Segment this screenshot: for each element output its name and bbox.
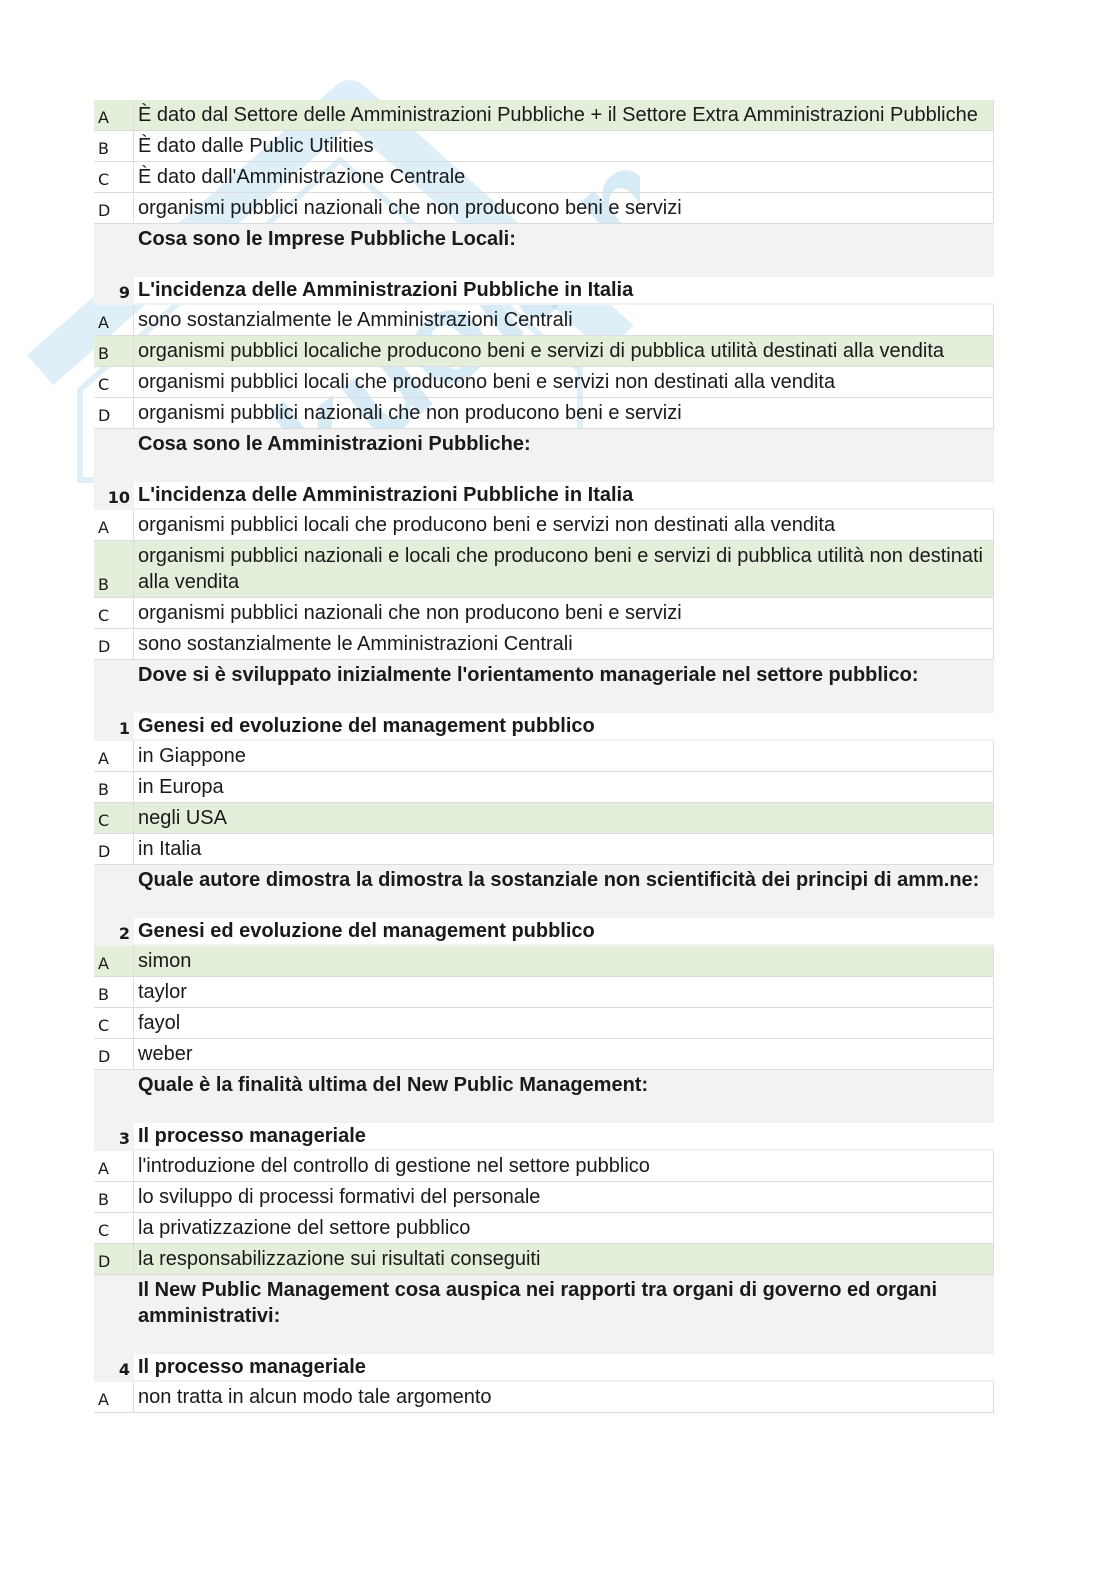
- question-body: [134, 1070, 994, 1151]
- answer-letter: C: [94, 803, 134, 833]
- answer-text: organismi pubblici localiche producono beni e servizi di pubblica utilità destinati alla vendita: [134, 336, 994, 366]
- question-body: [134, 224, 994, 305]
- question-block: [94, 224, 994, 305]
- answer-letter: A: [94, 305, 134, 335]
- answer-letter: D: [94, 1244, 134, 1274]
- answer-letter: C: [94, 162, 134, 192]
- answer-letter: C: [94, 598, 134, 628]
- question-block: [94, 1275, 994, 1382]
- answer-letter: D: [94, 398, 134, 428]
- answer-row: [94, 1151, 994, 1182]
- answer-row: [94, 398, 994, 429]
- answer-letter: B: [94, 772, 134, 802]
- answer-row: [94, 772, 994, 803]
- answer-text: la responsabilizzazione sui risultati conseguiti: [134, 1244, 994, 1274]
- answer-text: sono sostanzialmente le Amministrazioni Centrali: [134, 629, 994, 659]
- answer-row: [94, 162, 994, 193]
- question-text: Cosa sono le Amministrazioni Pubbliche:: [138, 433, 531, 455]
- answer-row: [94, 598, 994, 629]
- question-number: 4: [118, 1360, 130, 1379]
- answer-text: in Europa: [134, 772, 994, 802]
- answer-row-correct: [94, 100, 994, 131]
- answer-text: non tratta in alcun modo tale argomento: [134, 1382, 994, 1412]
- answer-row: [94, 305, 994, 336]
- question-body: [134, 429, 994, 510]
- answer-text: lo sviluppo di processi formativi del personale: [134, 1182, 994, 1212]
- answer-row: [94, 193, 994, 224]
- question-block: [94, 1070, 994, 1151]
- answer-letter: C: [94, 367, 134, 397]
- answer-row: [94, 1008, 994, 1039]
- question-number: 2: [118, 924, 130, 943]
- answer-text: organismi pubblici locali che producono beni e servizi non destinati alla vendita: [134, 510, 994, 540]
- question-number: 9: [118, 283, 130, 302]
- question-body: [134, 660, 994, 741]
- question-number: 1: [118, 719, 130, 738]
- question-text: Dove si è sviluppato inizialmente l'orientamento manageriale nel settore pubblico:: [138, 664, 919, 686]
- question-body: [134, 1275, 994, 1382]
- answer-letter: B: [94, 541, 134, 597]
- answer-text: fayol: [134, 1008, 994, 1038]
- question-block: [94, 429, 994, 510]
- answer-letter: A: [94, 1151, 134, 1181]
- answer-letter: B: [94, 336, 134, 366]
- question-topic: L'incidenza delle Amministrazioni Pubbliche in Italia: [134, 277, 994, 303]
- answer-row-correct: [94, 946, 994, 977]
- answer-letter: D: [94, 1039, 134, 1069]
- answer-row: [94, 1182, 994, 1213]
- answer-row: [94, 1382, 994, 1413]
- answer-row: [94, 367, 994, 398]
- answer-text: organismi pubblici nazionali e locali che producono beni e servizi di pubblica utilità non destinati alla vendita: [134, 541, 994, 597]
- answer-text: organismi pubblici locali che producono beni e servizi non destinati alla vendita: [134, 367, 994, 397]
- answer-letter: C: [94, 1213, 134, 1243]
- question-body: [134, 865, 994, 946]
- answer-text: simon: [134, 946, 994, 976]
- answer-letter: B: [94, 131, 134, 161]
- answer-text: È dato dal Settore delle Amministrazioni Pubbliche + il Settore Extra Amministrazioni Pubbliche: [134, 100, 994, 130]
- answer-text: organismi pubblici nazionali che non producono beni e servizi: [134, 193, 994, 223]
- answer-letter: B: [94, 1182, 134, 1212]
- question-topic: Genesi ed evoluzione del management pubblico: [134, 918, 994, 944]
- answer-letter: D: [94, 834, 134, 864]
- answer-letter: A: [94, 1382, 134, 1412]
- answer-letter: A: [94, 100, 134, 130]
- answer-text: l'introduzione del controllo di gestione nel settore pubblico: [134, 1151, 994, 1181]
- answer-letter: D: [94, 193, 134, 223]
- answer-row-correct: [94, 541, 994, 598]
- answer-row: [94, 977, 994, 1008]
- answer-text: taylor: [134, 977, 994, 1007]
- question-topic: L'incidenza delle Amministrazioni Pubbliche in Italia: [134, 482, 994, 508]
- quiz-table: [94, 100, 994, 1413]
- answer-row-correct: [94, 803, 994, 834]
- answer-row: [94, 1213, 994, 1244]
- answer-text: la privatizzazione del settore pubblico: [134, 1213, 994, 1243]
- answer-letter: C: [94, 1008, 134, 1038]
- question-number: 3: [118, 1129, 130, 1148]
- answer-text: weber: [134, 1039, 994, 1069]
- answer-row: [94, 510, 994, 541]
- answer-text: organismi pubblici nazionali che non producono beni e servizi: [134, 398, 994, 428]
- answer-text: sono sostanzialmente le Amministrazioni Centrali: [134, 305, 994, 335]
- question-text: Cosa sono le Imprese Pubbliche Locali:: [138, 228, 516, 250]
- answer-text: È dato dalle Public Utilities: [134, 131, 994, 161]
- answer-letter: A: [94, 946, 134, 976]
- question-block: [94, 660, 994, 741]
- answer-letter: A: [94, 510, 134, 540]
- answer-text: negli USA: [134, 803, 994, 833]
- answer-row: [94, 834, 994, 865]
- question-text: Quale autore dimostra la dimostra la sostanziale non scientificità dei principi di amm.ne:: [138, 869, 980, 891]
- question-topic: Il processo manageriale: [134, 1354, 994, 1380]
- answer-row: [94, 629, 994, 660]
- question-topic: Il processo manageriale: [134, 1123, 994, 1149]
- answer-letter: B: [94, 977, 134, 1007]
- question-text: Il New Public Management cosa auspica nei rapporti tra organi di governo ed organi amministrativi:: [138, 1279, 938, 1327]
- answer-text: È dato dall'Amministrazione Centrale: [134, 162, 994, 192]
- question-block: [94, 865, 994, 946]
- answer-letter: A: [94, 741, 134, 771]
- question-number: 10: [107, 488, 130, 507]
- answer-text: in Giappone: [134, 741, 994, 771]
- question-text: Quale è la finalità ultima del New Public Management:: [138, 1074, 649, 1096]
- answer-text: in Italia: [134, 834, 994, 864]
- answer-row-correct: [94, 336, 994, 367]
- answer-row: [94, 1039, 994, 1070]
- question-topic: Genesi ed evoluzione del management pubblico: [134, 713, 994, 739]
- answer-row-correct: [94, 1244, 994, 1275]
- answer-text: organismi pubblici nazionali che non producono beni e servizi: [134, 598, 994, 628]
- answer-row: [94, 131, 994, 162]
- answer-letter: D: [94, 629, 134, 659]
- answer-row: [94, 741, 994, 772]
